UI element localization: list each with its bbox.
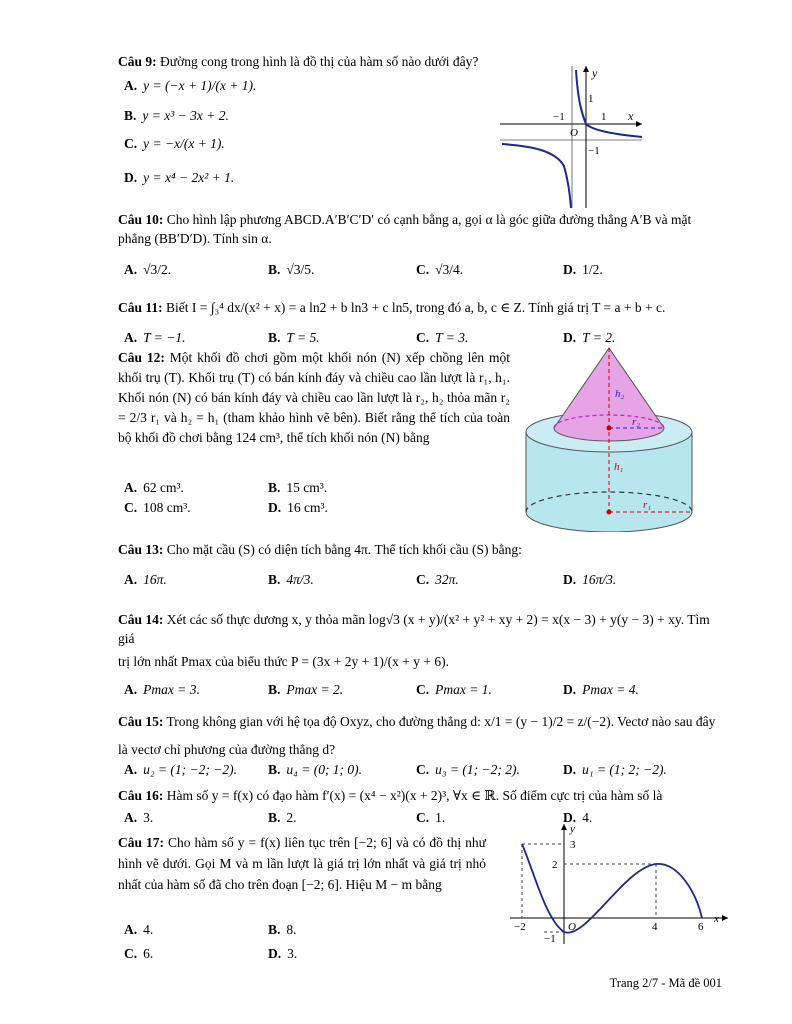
q9-option-c[interactable]: C. y = −x/(x + 1). (124, 136, 225, 151)
question-13 (118, 540, 722, 559)
q9-origin: O (570, 127, 578, 139)
question-9-label: Câu 9: (118, 54, 157, 69)
question-13-text: Cho mặt cầu (S) có diện tích bằng 4π. Thể tích khối cầu (S) bằng: (166, 542, 522, 557)
question-14-label: Câu 14: (118, 612, 164, 627)
q11-option-d[interactable]: D. T = 2. (563, 330, 616, 345)
question-15-line2 (118, 740, 722, 759)
label-h2: h₂ (615, 388, 625, 400)
question-12-text: Một khối đồ chơi gồm một khối nón (N) xếp chồng lên một khối trụ (T). Khối trụ (T) có bán kính đáy và chiều cao lần lượt là r₁, h₁. Khối nón (N) có bán kính đáy và chiều cao lần lượt là r₂, h₂ thỏa mãn r₂ = 2/3 r₁ và h₂ = h₁ (tham khảo hình vẽ bên). Biết rằng thể tích của toàn bộ khối đồ chơi bằng 124 cm³, thể tích khối nón (N) bằng (118, 350, 510, 445)
q9-y-arrow (583, 66, 589, 72)
q11-option-b[interactable]: B. T = 5. (268, 330, 320, 345)
q17-x-arrow (722, 915, 728, 921)
q14-option-a[interactable]: A. Pmax = 3. (124, 682, 200, 697)
question-15-text-line2: là vectơ chỉ phương của đường thẳng d? (118, 742, 336, 757)
q17-tick-4: 4 (652, 921, 658, 933)
question-11 (118, 298, 722, 317)
q11-option-a[interactable]: A. T = −1. (124, 330, 186, 345)
question-10-label: Câu 10: (118, 212, 164, 227)
question-14 (118, 610, 722, 648)
q13-option-b[interactable]: B. 4π/3. (268, 572, 314, 587)
question-14-line2 (118, 652, 722, 671)
cone-base-center (607, 426, 612, 431)
q15-option-a[interactable]: A. u₂ = (1; −2; −2). (124, 762, 238, 777)
question-15-text-line1: Trong không gian với hệ tọa độ Oxyz, cho đường thẳng d: x/1 = (y − 1)/2 = z/(−2). Vectơ nào sau đây (166, 714, 716, 729)
q13-option-d[interactable]: D. 16π/3. (563, 572, 617, 587)
q16-option-c[interactable]: C. 1. (416, 810, 446, 825)
q17-option-b[interactable]: B. 8. (268, 922, 297, 937)
q17-curve (522, 844, 702, 933)
label-h1: h₁ (614, 461, 624, 473)
question-17-text: Cho hàm số y = f(x) liên tục trên [−2; 6] và có đồ thị như hình vẽ dưới. Gọi M và m lần lượt là giá trị lớn nhất và giá trị nhỏ nhất của hàm số đã cho trên đoạn [−2; 6]. Hiệu M − m bằng (118, 835, 486, 892)
q13-option-a[interactable]: A. 16π. (124, 572, 167, 587)
q17-origin: O (568, 921, 576, 933)
question-17 (118, 832, 486, 895)
q9-x-label: x (628, 109, 634, 123)
q12-option-b[interactable]: B. 15 cm³. (268, 480, 328, 495)
q17-tick-neg2: −2 (514, 921, 526, 933)
q15-option-b[interactable]: B. u₄ = (0; 1; 0). (268, 762, 363, 777)
q10-option-b[interactable]: B. √3/5. (268, 262, 315, 277)
q15-option-d[interactable]: D. u₁ = (1; 2; −2). (563, 762, 667, 777)
q17-tick-6: 6 (698, 921, 704, 933)
q17-x-label: x (714, 913, 719, 925)
q10-option-d[interactable]: D. 1/2. (563, 262, 603, 277)
label-r1: r₁ (643, 499, 652, 511)
question-14-text-line1: Xét các số thực dương x, y thỏa mãn log√3 (x + y)/(x² + y² + xy + 2) = x(x − 3) + y(y − 3) + xy. Tìm giá (118, 612, 710, 646)
q14-option-d[interactable]: D. Pmax = 4. (563, 682, 639, 697)
question-15 (118, 712, 722, 731)
question-14-text-line2: trị lớn nhất Pmax của biểu thức P = (3x + 2y + 1)/(x + y + 6). (118, 654, 449, 669)
q13-option-c[interactable]: C. 32π. (416, 572, 459, 587)
q17-tick-3: 3 (570, 839, 576, 851)
q9-tick-neg1x: −1 (553, 111, 565, 123)
q17-y-label: y (570, 823, 575, 835)
q9-tick-1x: 1 (601, 111, 607, 123)
question-16 (118, 786, 722, 805)
q10-option-c[interactable]: C. √3/4. (416, 262, 464, 277)
q16-option-d[interactable]: D. 4. (563, 810, 593, 825)
q12-option-d[interactable]: D. 16 cm³. (268, 500, 328, 515)
cylinder-base-center (607, 510, 612, 515)
question-11-label: Câu 11: (118, 300, 163, 315)
q14-option-b[interactable]: B. Pmax = 2. (268, 682, 344, 697)
q17-tick-2: 2 (552, 859, 558, 871)
question-10-text: Cho hình lập phương ABCD.A′B′C′D′ có cạnh bằng a, gọi α là góc giữa đường thẳng A′B và mặt phẳng (BB′D′D). Tính sin α. (118, 212, 692, 246)
q10-option-a[interactable]: A. √3/2. (124, 262, 172, 277)
question-10 (118, 210, 722, 248)
q17-option-a[interactable]: A. 4. (124, 922, 154, 937)
q16-option-a[interactable]: A. 3. (124, 810, 154, 825)
q12-option-c[interactable]: C. 108 cm³. (124, 500, 191, 515)
q16-option-b[interactable]: B. 2. (268, 810, 297, 825)
q12-cone-cylinder-figure (518, 340, 700, 532)
q9-curve-left (502, 144, 571, 208)
q9-option-d[interactable]: D. y = x⁴ − 2x² + 1. (124, 170, 235, 185)
question-15-label: Câu 15: (118, 714, 164, 729)
question-16-label: Câu 16: (118, 788, 164, 803)
q17-option-d[interactable]: D. 3. (268, 946, 298, 961)
q9-graph (500, 62, 645, 210)
q17-option-c[interactable]: C. 6. (124, 946, 154, 961)
q17-graph (506, 822, 730, 946)
question-11-text: Biết I = ∫₃⁴ dx/(x² + x) = a ln2 + b ln3 + c ln5, trong đó a, b, c ∈ Z. Tính giá trị T = a + b + c. (166, 300, 666, 315)
q17-y-arrow (561, 824, 567, 830)
question-9-text: Đường cong trong hình là đồ thị của hàm số nào dưới đây? (160, 54, 479, 69)
page-footer: Trang 2/7 - Mã đề 001 (609, 976, 722, 990)
q9-x-arrow (636, 121, 642, 127)
question-12 (118, 348, 510, 448)
q9-tick-1y: 1 (588, 93, 594, 105)
label-r2: r₂ (632, 416, 641, 428)
q9-option-b[interactable]: B. y = x³ − 3x + 2. (124, 108, 229, 123)
q9-option-a[interactable]: A. y = (−x + 1)/(x + 1). (124, 78, 257, 93)
q12-option-a[interactable]: A. 62 cm³. (124, 480, 184, 495)
question-17-label: Câu 17: (118, 835, 165, 850)
q15-option-c[interactable]: C. u₃ = (1; −2; 2). (416, 762, 520, 777)
q11-option-c[interactable]: C. T = 3. (416, 330, 469, 345)
q17-tick-neg1: −1 (544, 933, 556, 945)
question-16-text: Hàm số y = f(x) có đạo hàm f′(x) = (x⁴ − x²)(x + 2)³, ∀x ∈ ℝ. Số điểm cực trị của hàm số là (166, 788, 663, 803)
question-13-label: Câu 13: (118, 542, 164, 557)
question-12-label: Câu 12: (118, 350, 165, 365)
q14-option-c[interactable]: C. Pmax = 1. (416, 682, 492, 697)
q9-y-label: y (592, 66, 598, 80)
q9-tick-neg1y: −1 (588, 145, 600, 157)
